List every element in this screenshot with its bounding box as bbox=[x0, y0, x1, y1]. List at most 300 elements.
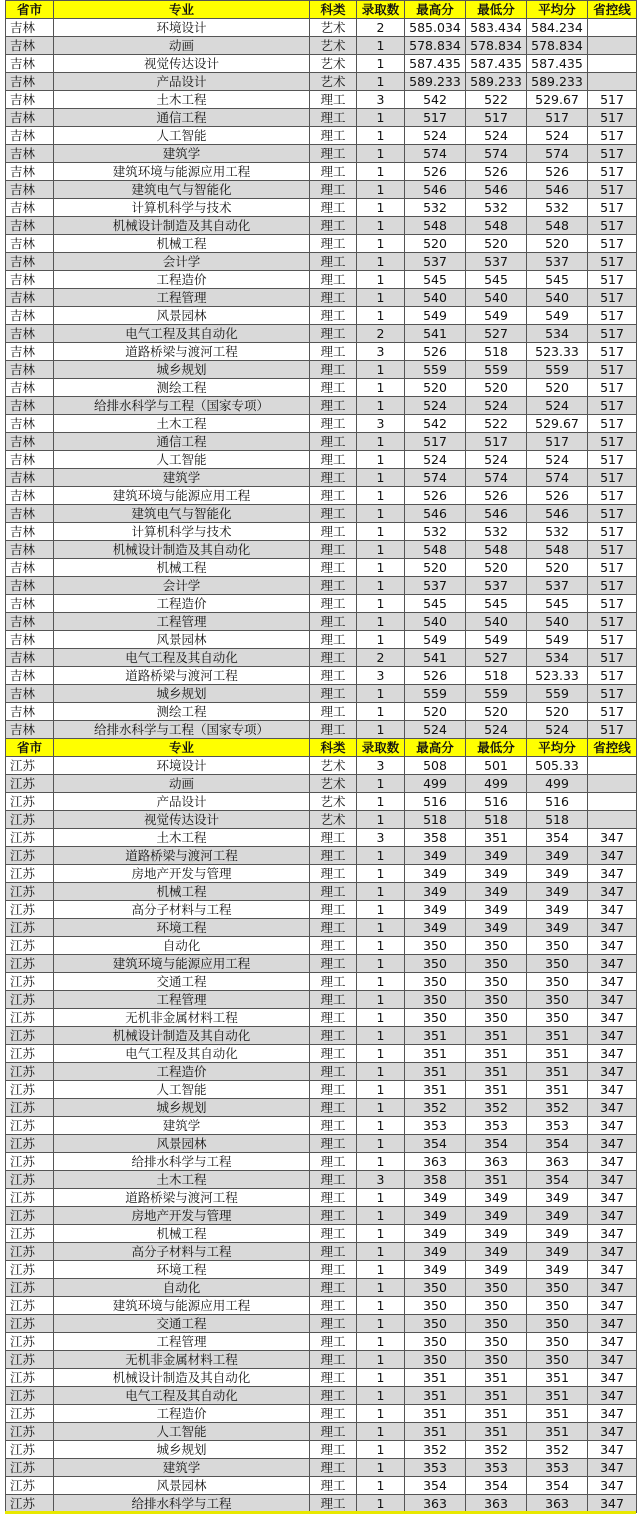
cell-max-score: 524 bbox=[405, 127, 466, 145]
cell-major: 道路桥梁与渡河工程 bbox=[54, 1189, 310, 1207]
cell-province: 江苏 bbox=[6, 1315, 54, 1333]
cell-category: 理工 bbox=[310, 505, 357, 523]
cell-min-score: 501 bbox=[466, 757, 527, 775]
cell-control-line bbox=[588, 757, 637, 775]
cell-category: 理工 bbox=[310, 523, 357, 541]
cell-province: 吉林 bbox=[6, 361, 54, 379]
cell-avg-score: 351 bbox=[527, 1081, 588, 1099]
cell-admitted-count: 1 bbox=[357, 505, 405, 523]
table-row bbox=[6, 829, 637, 847]
table-row bbox=[6, 667, 637, 685]
cell-category: 理工 bbox=[310, 343, 357, 361]
cell-major: 测绘工程 bbox=[54, 703, 310, 721]
cell-max-score: 349 bbox=[405, 1225, 466, 1243]
cell-min-score: 350 bbox=[466, 1279, 527, 1297]
cell-min-score: 349 bbox=[466, 1243, 527, 1261]
cell-major: 工程造价 bbox=[54, 271, 310, 289]
cell-max-score: 350 bbox=[405, 1009, 466, 1027]
cell-admitted-count: 1 bbox=[357, 217, 405, 235]
cell-province: 吉林 bbox=[6, 469, 54, 487]
cell-avg-score: 350 bbox=[527, 991, 588, 1009]
cell-min-score: 532 bbox=[466, 199, 527, 217]
cell-admitted-count: 1 bbox=[357, 469, 405, 487]
cell-major: 机械工程 bbox=[54, 235, 310, 253]
cell-max-score: 574 bbox=[405, 469, 466, 487]
cell-min-score: 516 bbox=[466, 793, 527, 811]
cell-category: 理工 bbox=[310, 379, 357, 397]
cell-control-line: 347 bbox=[588, 1027, 637, 1045]
header-min-score: 最低分 bbox=[466, 739, 527, 757]
cell-min-score: 350 bbox=[466, 937, 527, 955]
cell-avg-score: 524 bbox=[527, 451, 588, 469]
cell-max-score: 526 bbox=[405, 487, 466, 505]
cell-control-line: 347 bbox=[588, 1441, 637, 1459]
cell-avg-score: 587.435 bbox=[527, 55, 588, 73]
cell-major: 产品设计 bbox=[54, 793, 310, 811]
table-row bbox=[6, 487, 637, 505]
table-row bbox=[6, 217, 637, 235]
cell-province: 江苏 bbox=[6, 865, 54, 883]
cell-control-line: 517 bbox=[588, 595, 637, 613]
cell-control-line: 517 bbox=[588, 631, 637, 649]
cell-major: 建筑学 bbox=[54, 469, 310, 487]
cell-control-line: 347 bbox=[588, 1405, 637, 1423]
cell-category: 理工 bbox=[310, 865, 357, 883]
table-row bbox=[6, 1171, 637, 1189]
table-row bbox=[6, 523, 637, 541]
cell-max-score: 574 bbox=[405, 145, 466, 163]
cell-avg-score: 523.33 bbox=[527, 343, 588, 361]
cell-major: 机械工程 bbox=[54, 559, 310, 577]
cell-max-score: 349 bbox=[405, 919, 466, 937]
cell-admitted-count: 1 bbox=[357, 1099, 405, 1117]
cell-major: 动画 bbox=[54, 37, 310, 55]
cell-province: 江苏 bbox=[6, 1225, 54, 1243]
cell-category: 理工 bbox=[310, 289, 357, 307]
table-row bbox=[6, 1207, 637, 1225]
cell-max-score: 354 bbox=[405, 1135, 466, 1153]
cell-max-score: 545 bbox=[405, 271, 466, 289]
cell-admitted-count: 1 bbox=[357, 1351, 405, 1369]
table-row bbox=[6, 91, 637, 109]
cell-category: 理工 bbox=[310, 1081, 357, 1099]
cell-min-score: 559 bbox=[466, 685, 527, 703]
cell-control-line: 517 bbox=[588, 433, 637, 451]
cell-province: 吉林 bbox=[6, 307, 54, 325]
cell-avg-score: 354 bbox=[527, 1135, 588, 1153]
cell-category: 理工 bbox=[310, 685, 357, 703]
cell-admitted-count: 3 bbox=[357, 91, 405, 109]
cell-category: 理工 bbox=[310, 649, 357, 667]
cell-admitted-count: 1 bbox=[357, 775, 405, 793]
cell-admitted-count: 1 bbox=[357, 1477, 405, 1495]
cell-province: 江苏 bbox=[6, 775, 54, 793]
cell-admitted-count: 1 bbox=[357, 433, 405, 451]
cell-major: 建筑环境与能源应用工程 bbox=[54, 1297, 310, 1315]
cell-admitted-count: 1 bbox=[357, 109, 405, 127]
table-row bbox=[6, 937, 637, 955]
cell-category: 艺术 bbox=[310, 811, 357, 829]
cell-avg-score: 354 bbox=[527, 1477, 588, 1495]
cell-category: 理工 bbox=[310, 829, 357, 847]
cell-max-score: 545 bbox=[405, 595, 466, 613]
cell-admitted-count: 1 bbox=[357, 253, 405, 271]
cell-avg-score: 352 bbox=[527, 1441, 588, 1459]
cell-major: 机械设计制造及其自动化 bbox=[54, 1027, 310, 1045]
cell-major: 视觉传达设计 bbox=[54, 811, 310, 829]
cell-avg-score: 517 bbox=[527, 109, 588, 127]
cell-province: 江苏 bbox=[6, 1495, 54, 1513]
table-row bbox=[6, 1459, 637, 1477]
cell-avg-score: 351 bbox=[527, 1045, 588, 1063]
cell-category: 理工 bbox=[310, 541, 357, 559]
cell-province: 吉林 bbox=[6, 613, 54, 631]
cell-max-score: 350 bbox=[405, 1333, 466, 1351]
cell-major: 风景园林 bbox=[54, 1135, 310, 1153]
cell-major: 电气工程及其自动化 bbox=[54, 1387, 310, 1405]
cell-control-line bbox=[588, 73, 637, 91]
cell-province: 吉林 bbox=[6, 433, 54, 451]
cell-control-line bbox=[588, 811, 637, 829]
cell-major: 土木工程 bbox=[54, 1171, 310, 1189]
cell-control-line bbox=[588, 19, 637, 37]
cell-province: 吉林 bbox=[6, 649, 54, 667]
cell-min-score: 524 bbox=[466, 451, 527, 469]
cell-avg-score: 526 bbox=[527, 163, 588, 181]
cell-major: 风景园林 bbox=[54, 1477, 310, 1495]
cell-avg-score: 349 bbox=[527, 1261, 588, 1279]
cell-category: 理工 bbox=[310, 1423, 357, 1441]
cell-control-line: 517 bbox=[588, 235, 637, 253]
cell-category: 理工 bbox=[310, 361, 357, 379]
table-row bbox=[6, 163, 637, 181]
cell-max-score: 532 bbox=[405, 523, 466, 541]
cell-province: 江苏 bbox=[6, 1171, 54, 1189]
cell-admitted-count: 1 bbox=[357, 1369, 405, 1387]
cell-category: 理工 bbox=[310, 1333, 357, 1351]
cell-major: 自动化 bbox=[54, 1279, 310, 1297]
cell-admitted-count: 1 bbox=[357, 1189, 405, 1207]
cell-control-line: 517 bbox=[588, 577, 637, 595]
cell-admitted-count: 1 bbox=[357, 271, 405, 289]
cell-category: 理工 bbox=[310, 325, 357, 343]
header-control-line: 省控线 bbox=[588, 739, 637, 757]
table-row bbox=[6, 649, 637, 667]
table-row bbox=[6, 1099, 637, 1117]
cell-province: 江苏 bbox=[6, 847, 54, 865]
cell-control-line bbox=[588, 775, 637, 793]
cell-admitted-count: 1 bbox=[357, 883, 405, 901]
cell-min-score: 548 bbox=[466, 541, 527, 559]
cell-major: 建筑学 bbox=[54, 145, 310, 163]
cell-max-score: 520 bbox=[405, 379, 466, 397]
cell-max-score: 363 bbox=[405, 1153, 466, 1171]
cell-control-line: 347 bbox=[588, 1207, 637, 1225]
cell-max-score: 350 bbox=[405, 955, 466, 973]
header-category: 科类 bbox=[310, 739, 357, 757]
table-row bbox=[6, 505, 637, 523]
cell-admitted-count: 3 bbox=[357, 1171, 405, 1189]
cell-province: 江苏 bbox=[6, 1009, 54, 1027]
cell-max-score: 352 bbox=[405, 1099, 466, 1117]
cell-category: 理工 bbox=[310, 1477, 357, 1495]
cell-min-score: 352 bbox=[466, 1099, 527, 1117]
cell-province: 吉林 bbox=[6, 145, 54, 163]
cell-control-line: 347 bbox=[588, 1099, 637, 1117]
cell-avg-score: 537 bbox=[527, 577, 588, 595]
cell-admitted-count: 1 bbox=[357, 613, 405, 631]
cell-category: 理工 bbox=[310, 973, 357, 991]
cell-min-score: 518 bbox=[466, 667, 527, 685]
table-row bbox=[6, 1405, 637, 1423]
table-row bbox=[6, 613, 637, 631]
cell-province: 江苏 bbox=[6, 811, 54, 829]
cell-control-line: 347 bbox=[588, 973, 637, 991]
header-major: 专业 bbox=[54, 739, 310, 757]
table-row bbox=[6, 1045, 637, 1063]
cell-major: 环境工程 bbox=[54, 1261, 310, 1279]
cell-min-score: 527 bbox=[466, 325, 527, 343]
cell-avg-score: 559 bbox=[527, 361, 588, 379]
cell-province: 江苏 bbox=[6, 793, 54, 811]
table-row bbox=[6, 361, 637, 379]
table-row bbox=[6, 757, 637, 775]
cell-max-score: 517 bbox=[405, 433, 466, 451]
cell-max-score: 548 bbox=[405, 217, 466, 235]
cell-avg-score: 349 bbox=[527, 901, 588, 919]
cell-min-score: 524 bbox=[466, 397, 527, 415]
cell-max-score: 517 bbox=[405, 109, 466, 127]
cell-province: 吉林 bbox=[6, 505, 54, 523]
cell-min-score: 520 bbox=[466, 703, 527, 721]
cell-min-score: 546 bbox=[466, 505, 527, 523]
cell-avg-score: 350 bbox=[527, 973, 588, 991]
cell-admitted-count: 1 bbox=[357, 1135, 405, 1153]
cell-min-score: 349 bbox=[466, 901, 527, 919]
table-row bbox=[6, 127, 637, 145]
cell-min-score: 589.233 bbox=[466, 73, 527, 91]
cell-max-score: 351 bbox=[405, 1081, 466, 1099]
table-row bbox=[6, 289, 637, 307]
cell-major: 建筑学 bbox=[54, 1459, 310, 1477]
cell-min-score: 363 bbox=[466, 1153, 527, 1171]
table-row bbox=[6, 37, 637, 55]
cell-category: 理工 bbox=[310, 613, 357, 631]
cell-admitted-count: 1 bbox=[357, 1045, 405, 1063]
cell-min-score: 520 bbox=[466, 235, 527, 253]
cell-control-line bbox=[588, 37, 637, 55]
cell-avg-score: 350 bbox=[527, 1009, 588, 1027]
cell-max-score: 520 bbox=[405, 559, 466, 577]
cell-major: 给排水科学与工程 bbox=[54, 1153, 310, 1171]
header-avg-score: 平均分 bbox=[527, 739, 588, 757]
cell-province: 吉林 bbox=[6, 109, 54, 127]
cell-major: 人工智能 bbox=[54, 451, 310, 469]
cell-admitted-count: 1 bbox=[357, 1441, 405, 1459]
cell-major: 道路桥梁与渡河工程 bbox=[54, 847, 310, 865]
cell-max-score: 589.233 bbox=[405, 73, 466, 91]
cell-control-line bbox=[588, 793, 637, 811]
cell-major: 产品设计 bbox=[54, 73, 310, 91]
cell-avg-score: 351 bbox=[527, 1423, 588, 1441]
cell-admitted-count: 1 bbox=[357, 1063, 405, 1081]
cell-admitted-count: 1 bbox=[357, 361, 405, 379]
cell-min-score: 350 bbox=[466, 1297, 527, 1315]
cell-major: 工程管理 bbox=[54, 991, 310, 1009]
cell-min-score: 522 bbox=[466, 415, 527, 433]
table-row bbox=[6, 109, 637, 127]
cell-admitted-count: 1 bbox=[357, 1117, 405, 1135]
cell-province: 吉林 bbox=[6, 559, 54, 577]
table-row bbox=[6, 433, 637, 451]
cell-province: 吉林 bbox=[6, 217, 54, 235]
cell-max-score: 351 bbox=[405, 1423, 466, 1441]
cell-min-score: 537 bbox=[466, 253, 527, 271]
cell-avg-score: 520 bbox=[527, 379, 588, 397]
cell-avg-score: 549 bbox=[527, 307, 588, 325]
cell-control-line: 347 bbox=[588, 1477, 637, 1495]
cell-category: 理工 bbox=[310, 1243, 357, 1261]
cell-min-score: 351 bbox=[466, 1423, 527, 1441]
cell-control-line: 517 bbox=[588, 415, 637, 433]
cell-major: 建筑环境与能源应用工程 bbox=[54, 487, 310, 505]
cell-major: 无机非金属材料工程 bbox=[54, 1009, 310, 1027]
cell-major: 建筑电气与智能化 bbox=[54, 505, 310, 523]
cell-major: 机械设计制造及其自动化 bbox=[54, 217, 310, 235]
cell-max-score: 585.034 bbox=[405, 19, 466, 37]
header-province: 省市 bbox=[6, 1, 54, 19]
cell-avg-score: 352 bbox=[527, 1099, 588, 1117]
cell-min-score: 354 bbox=[466, 1135, 527, 1153]
cell-admitted-count: 1 bbox=[357, 145, 405, 163]
cell-max-score: 499 bbox=[405, 775, 466, 793]
cell-control-line: 517 bbox=[588, 505, 637, 523]
cell-major: 工程管理 bbox=[54, 613, 310, 631]
cell-max-score: 542 bbox=[405, 91, 466, 109]
table-row bbox=[6, 775, 637, 793]
cell-max-score: 351 bbox=[405, 1387, 466, 1405]
cell-control-line: 517 bbox=[588, 721, 637, 739]
cell-province: 江苏 bbox=[6, 991, 54, 1009]
cell-avg-score: 529.67 bbox=[527, 415, 588, 433]
cell-province: 吉林 bbox=[6, 631, 54, 649]
cell-province: 吉林 bbox=[6, 451, 54, 469]
table-row bbox=[6, 577, 637, 595]
cell-category: 理工 bbox=[310, 235, 357, 253]
cell-min-score: 349 bbox=[466, 883, 527, 901]
cell-min-score: 517 bbox=[466, 109, 527, 127]
cell-control-line: 347 bbox=[588, 1243, 637, 1261]
cell-major: 通信工程 bbox=[54, 433, 310, 451]
cell-major: 土木工程 bbox=[54, 415, 310, 433]
cell-avg-score: 349 bbox=[527, 1225, 588, 1243]
cell-max-score: 351 bbox=[405, 1045, 466, 1063]
cell-control-line: 517 bbox=[588, 649, 637, 667]
cell-control-line: 347 bbox=[588, 1153, 637, 1171]
cell-min-score: 351 bbox=[466, 1081, 527, 1099]
cell-avg-score: 532 bbox=[527, 523, 588, 541]
cell-avg-score: 349 bbox=[527, 865, 588, 883]
cell-category: 理工 bbox=[310, 1297, 357, 1315]
cell-max-score: 548 bbox=[405, 541, 466, 559]
cell-control-line: 347 bbox=[588, 937, 637, 955]
table-row bbox=[6, 235, 637, 253]
cell-avg-score: 499 bbox=[527, 775, 588, 793]
admission-score-table bbox=[5, 0, 637, 1513]
table-row bbox=[6, 1279, 637, 1297]
table-row bbox=[6, 541, 637, 559]
table-row bbox=[6, 1423, 637, 1441]
cell-admitted-count: 1 bbox=[357, 1081, 405, 1099]
cell-category: 理工 bbox=[310, 109, 357, 127]
table-row bbox=[6, 685, 637, 703]
cell-admitted-count: 3 bbox=[357, 757, 405, 775]
cell-control-line: 347 bbox=[588, 1063, 637, 1081]
cell-category: 理工 bbox=[310, 1387, 357, 1405]
cell-major: 电气工程及其自动化 bbox=[54, 1045, 310, 1063]
cell-avg-score: 353 bbox=[527, 1459, 588, 1477]
cell-province: 江苏 bbox=[6, 901, 54, 919]
cell-avg-score: 354 bbox=[527, 829, 588, 847]
cell-max-score: 516 bbox=[405, 793, 466, 811]
cell-province: 吉林 bbox=[6, 253, 54, 271]
cell-avg-score: 350 bbox=[527, 937, 588, 955]
cell-major: 环境工程 bbox=[54, 919, 310, 937]
cell-admitted-count: 1 bbox=[357, 379, 405, 397]
cell-category: 理工 bbox=[310, 1207, 357, 1225]
cell-admitted-count: 1 bbox=[357, 685, 405, 703]
cell-category: 理工 bbox=[310, 1189, 357, 1207]
table-row bbox=[6, 559, 637, 577]
cell-category: 理工 bbox=[310, 883, 357, 901]
cell-province: 吉林 bbox=[6, 667, 54, 685]
cell-control-line: 517 bbox=[588, 181, 637, 199]
cell-major: 交通工程 bbox=[54, 1315, 310, 1333]
cell-province: 江苏 bbox=[6, 1153, 54, 1171]
cell-category: 艺术 bbox=[310, 757, 357, 775]
cell-category: 理工 bbox=[310, 487, 357, 505]
table-row bbox=[6, 811, 637, 829]
table-row bbox=[6, 19, 637, 37]
cell-province: 江苏 bbox=[6, 1459, 54, 1477]
cell-major: 工程管理 bbox=[54, 1333, 310, 1351]
cell-admitted-count: 1 bbox=[357, 127, 405, 145]
cell-category: 理工 bbox=[310, 595, 357, 613]
cell-admitted-count: 1 bbox=[357, 1333, 405, 1351]
cell-category: 理工 bbox=[310, 847, 357, 865]
cell-control-line: 347 bbox=[588, 1297, 637, 1315]
table-row bbox=[6, 343, 637, 361]
cell-avg-score: 516 bbox=[527, 793, 588, 811]
cell-category: 理工 bbox=[310, 1135, 357, 1153]
cell-avg-score: 578.834 bbox=[527, 37, 588, 55]
cell-max-score: 349 bbox=[405, 1207, 466, 1225]
cell-min-score: 545 bbox=[466, 595, 527, 613]
table-row bbox=[6, 631, 637, 649]
cell-max-score: 526 bbox=[405, 163, 466, 181]
cell-max-score: 350 bbox=[405, 991, 466, 1009]
cell-major: 建筑环境与能源应用工程 bbox=[54, 955, 310, 973]
cell-avg-score: 520 bbox=[527, 235, 588, 253]
cell-avg-score: 545 bbox=[527, 271, 588, 289]
cell-max-score: 349 bbox=[405, 883, 466, 901]
cell-province: 吉林 bbox=[6, 685, 54, 703]
cell-province: 吉林 bbox=[6, 271, 54, 289]
cell-category: 理工 bbox=[310, 253, 357, 271]
cell-min-score: 351 bbox=[466, 1369, 527, 1387]
table-row bbox=[6, 415, 637, 433]
cell-min-score: 351 bbox=[466, 1405, 527, 1423]
